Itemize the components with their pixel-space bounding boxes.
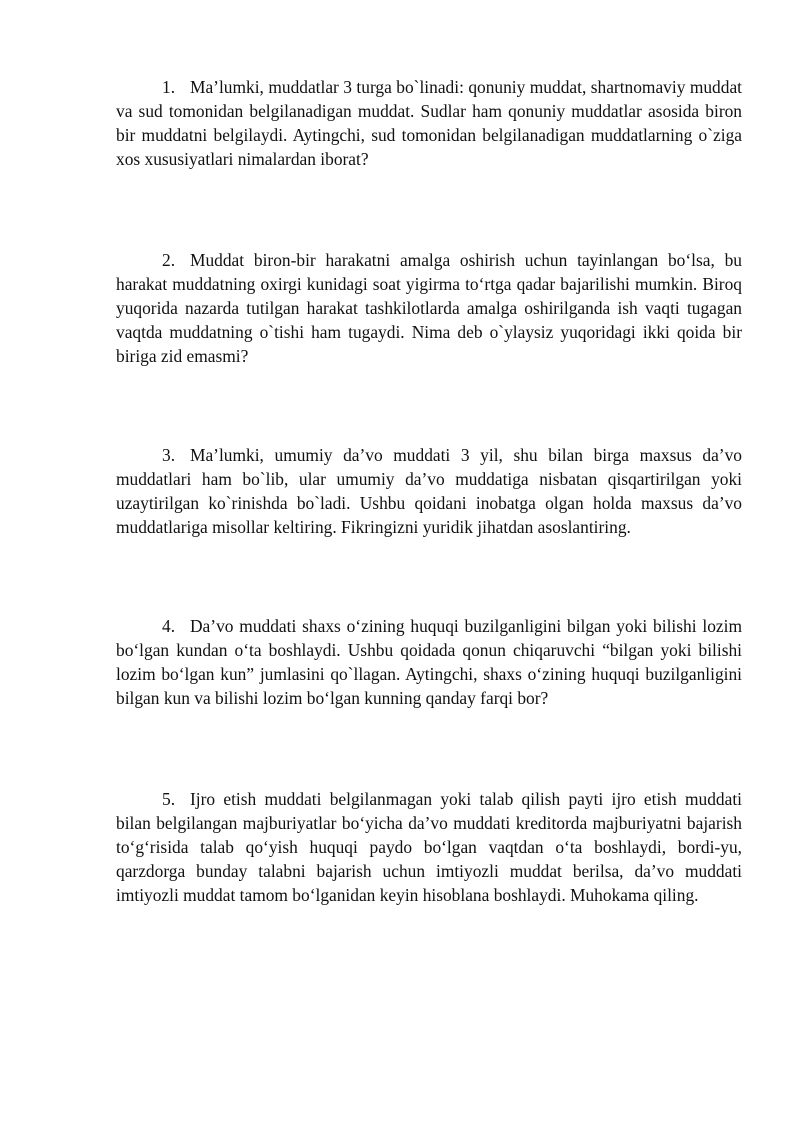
question-3 (116, 443, 742, 539)
question-4 (116, 614, 742, 710)
question-text: Ma’lumki, muddatlar 3 turga bo`linadi: qonuniy muddat, shartnomaviy muddat va sud tomonidan belgilanadigan muddat. Sudlar ham qonuniy muddatlar asosida biron bir muddatni belgilaydi. Aytingchi, sud tomonidan belgilanadigan muddatlarning o`ziga xos xususiyatlari nimalardan iborat? (116, 77, 742, 169)
question-text: Ijro etish muddati belgilanmagan yoki talab qilish payti ijro etish muddati bilan belgilangan majburiyatlar bo‘yicha da’vo muddati kreditorda majburiyatni bajarish to‘g‘risida talab qo‘yish huquqi paydo bo‘lgan vaqtdan o‘ta boshlaydi, bordi-yu, qarzdorga bunday talabni bajarish uchun imtiyozli muddat berilsa, da’vo muddati imtiyozli muddat tamom bo‘lganidan keyin hisoblana boshlaydi. Muhokama qiling. (116, 789, 742, 905)
question-text: Da’vo muddati shaxs o‘zining huquqi buzilganligini bilgan yoki bilishi lozim bo‘lgan kundan o‘ta boshlaydi. Ushbu qoidada qonun chiqaruvchi “bilgan yoki bilishi lozim bo‘lgan kun” jumlasini qo`llagan. Aytingchi, shaxs o‘zining huquqi buzilganligini bilgan kun va bilishi lozim bo‘lgan kunning qanday farqi bor? (116, 616, 742, 708)
question-5 (116, 787, 742, 907)
question-number: 4. (162, 616, 176, 636)
question-1 (116, 75, 742, 171)
question-text: Muddat biron-bir harakatni amalga oshirish uchun tayinlangan bo‘lsa, bu harakat muddatning oxirgi kunidagi soat yigirma to‘rtga qadar bajarilishi mumkin. Biroq yuqorida nazarda tutilgan harakat tashkilotlarda amalga oshirilganda ish vaqti tugagan vaqtda muddatning o`tishi ham tugaydi. Nima deb o`ylaysiz yuqoridagi ikki qoida bir biriga zid emasmi? (116, 250, 742, 366)
question-number: 5. (162, 789, 176, 809)
question-number: 1. (162, 77, 176, 97)
question-2 (116, 248, 742, 368)
question-number: 2. (162, 250, 176, 270)
question-text: Ma’lumki, umumiy da’vo muddati 3 yil, shu bilan birga maxsus da’vo muddatlari ham bo`lib, ular umumiy da’vo muddatiga nisbatan qisqartirilgan yoki uzaytirilgan ko`rinishda bo`ladi. Ushbu qoidani inobatga olgan holda maxsus da’vo muddatlariga misollar keltiring. Fikringizni yuridik jihatdan asoslantiring. (116, 445, 742, 537)
question-number: 3. (162, 445, 176, 465)
